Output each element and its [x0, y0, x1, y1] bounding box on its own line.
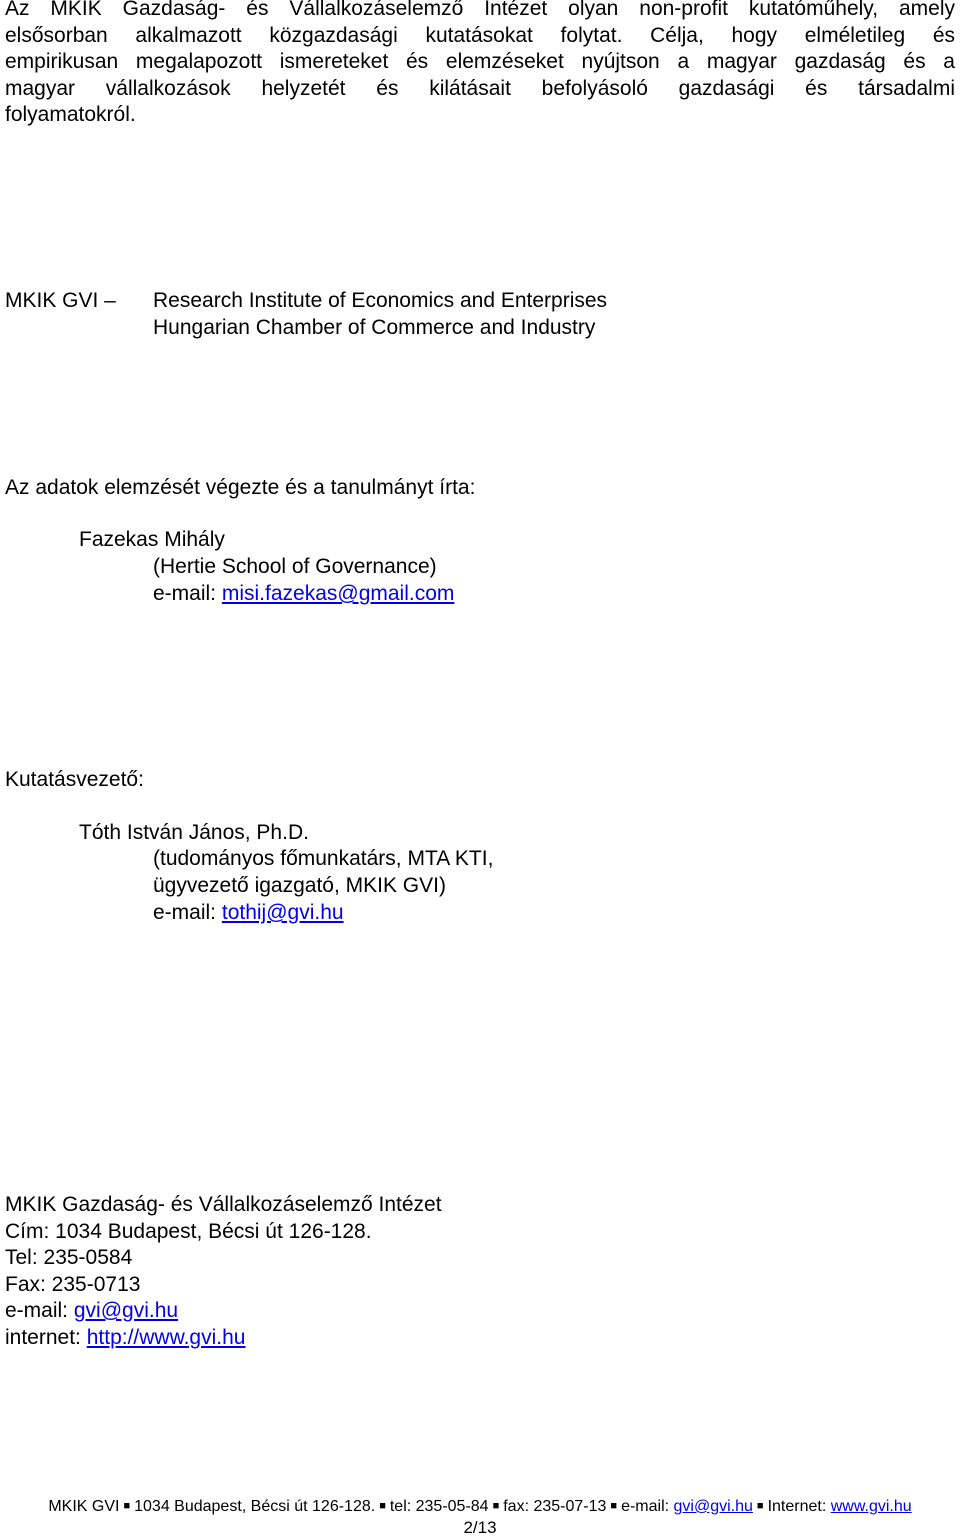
lead-email-label: e-mail: — [153, 901, 222, 924]
contact-tel: Tel: 235-0584 — [5, 1246, 133, 1269]
page-footer — [0, 1496, 960, 1517]
lead-heading: Kutatásvezető: — [5, 768, 144, 791]
footer-fax: fax: 235-07-13 — [503, 1498, 607, 1515]
contact-email-label: e-mail: — [5, 1299, 74, 1322]
intro-line: Az MKIK Gazdaság- és Vállalkozáselemző Intézet olyan non-profit kutatóműhely, amely — [5, 0, 955, 20]
footer-address: 1034 Budapest, Bécsi út 126-128. — [134, 1498, 376, 1515]
institute-name-line-2: Hungarian Chamber of Commerce and Industry — [153, 316, 596, 339]
intro-line: folyamatokról. — [5, 103, 136, 126]
lead-email-line — [153, 900, 344, 927]
footer-separator-icon: ■ — [756, 1500, 764, 1512]
page-number: 2/13 — [463, 1518, 497, 1537]
author-email-line — [153, 581, 454, 608]
author-heading: Az adatok elemzését végezte és a tanulmányt írta: — [5, 476, 476, 499]
contact-email-line — [5, 1298, 178, 1325]
footer-org: MKIK GVI — [48, 1498, 120, 1515]
footer-internet-label: Internet: — [767, 1498, 831, 1515]
author-email-label: e-mail: — [153, 582, 222, 605]
institute-name-line-1: Research Institute of Economics and Enterprises — [153, 289, 608, 312]
footer-separator-icon: ■ — [379, 1500, 386, 1512]
intro-line: magyar vállalkozások helyzetét és kilátásait befolyásoló gazdasági és társadalmi — [5, 76, 955, 100]
footer-website-link[interactable]: www.gvi.hu — [830, 1498, 912, 1515]
footer-tel: tel: 235-05-84 — [389, 1498, 489, 1515]
author-name: Fazekas Mihály — [79, 528, 225, 551]
footer-email-link[interactable]: gvi@gvi.hu — [673, 1498, 753, 1515]
lead-name: Tóth István János, Ph.D. — [79, 821, 309, 844]
intro-line: elsősorban alkalmazott közgazdasági kutatásokat folytat. Célja, hogy elméletileg és — [5, 23, 955, 47]
lead-role-line-2: ügyvezető igazgató, MKIK GVI) — [153, 874, 446, 897]
intro-paragraph — [5, 0, 955, 129]
contact-email-link[interactable]: gvi@gvi.hu — [73, 1299, 179, 1322]
contact-address: Cím: 1034 Budapest, Bécsi út 126-128. — [5, 1220, 372, 1243]
institute-label: MKIK GVI – — [5, 289, 116, 312]
lead-email-link[interactable]: tothij@gvi.hu — [221, 901, 344, 924]
footer-email-label: e-mail: — [621, 1498, 674, 1515]
author-email-link[interactable]: misi.fazekas@gmail.com — [221, 582, 455, 605]
contact-internet-label: internet: — [5, 1326, 87, 1349]
lead-role-line-1: (tudományos főmunkatárs, MTA KTI, — [153, 847, 494, 870]
footer-separator-icon: ■ — [610, 1500, 618, 1512]
intro-line: empirikusan megalapozott ismereteket és elemzéseket nyújtson a magyar gazdaság és a — [5, 50, 955, 73]
contact-fax: Fax: 235-0713 — [5, 1273, 141, 1296]
contact-website-link[interactable]: http://www.gvi.hu — [86, 1326, 246, 1349]
contact-internet-line — [5, 1325, 245, 1352]
footer-separator-icon: ■ — [492, 1500, 500, 1512]
author-affiliation: (Hertie School of Governance) — [153, 555, 437, 578]
footer-separator-icon: ■ — [123, 1500, 131, 1512]
contact-org: MKIK Gazdaság- és Vállalkozáselemző Intézet — [5, 1193, 442, 1216]
